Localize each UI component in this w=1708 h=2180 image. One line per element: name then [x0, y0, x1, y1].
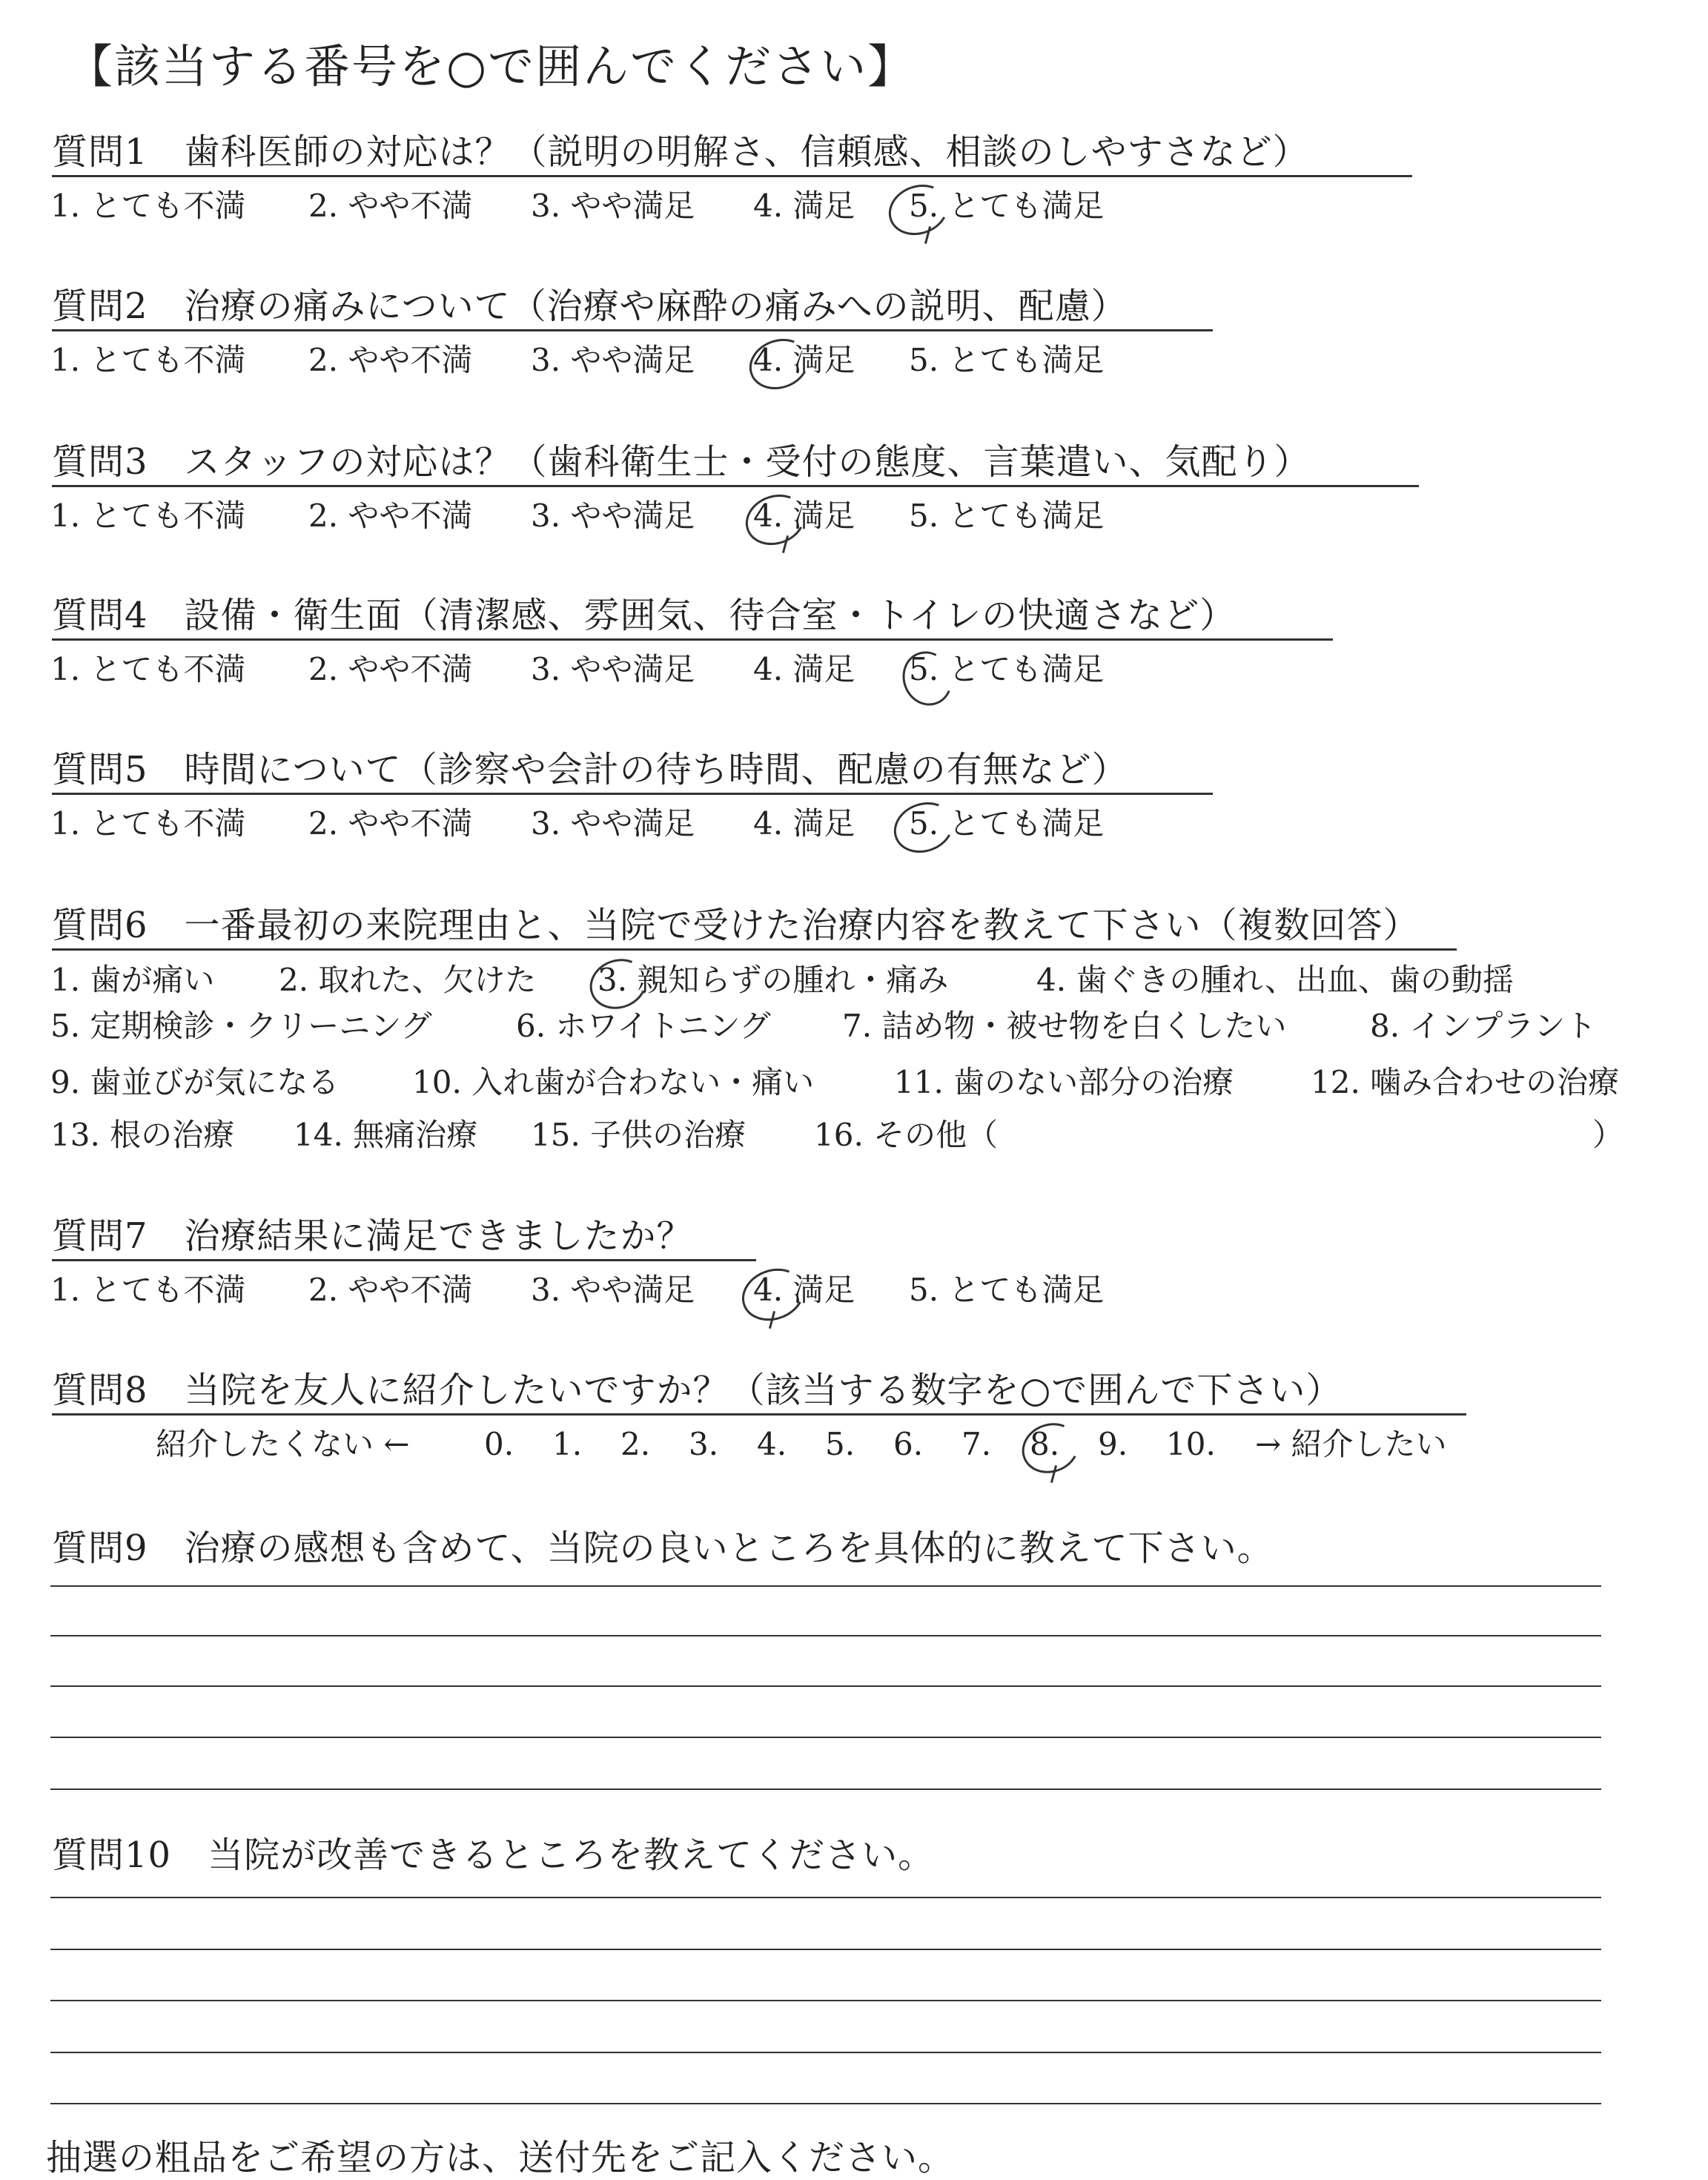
q8-score-5[interactable]: 5. [825, 1426, 855, 1462]
q4-option-1[interactable]: 1. とても不満 [50, 651, 246, 687]
answer-line[interactable] [50, 1897, 1601, 1898]
q6-option-14[interactable]: 14. 無痛治療 [294, 1117, 478, 1153]
q5-option-3[interactable]: 3. やや満足 [531, 805, 695, 842]
q6-option-16[interactable]: 16. その他（ [814, 1117, 999, 1153]
underline [52, 175, 1412, 177]
underline [52, 948, 1457, 951]
question-7: 質問7 治療結果に満足できましたか？ [52, 1215, 693, 1257]
q1-option-5[interactable]: 5. とても満足 [909, 188, 1105, 224]
page-title: 【該当する番号を○で囲んでください】 [67, 39, 916, 93]
q5-option-5[interactable]: 5. とても満足 [909, 805, 1105, 842]
q5-option-1[interactable]: 1. とても不満 [50, 805, 246, 842]
q2-options [50, 340, 1681, 384]
q7-option-1[interactable]: 1. とても不満 [50, 1272, 246, 1308]
q6-option-12[interactable]: 12. 噛み合わせの治療 [1311, 1064, 1620, 1100]
q5-option-4[interactable]: 4. 満足 [753, 805, 855, 842]
question-2: 質問2 治療の痛みについて（治療や麻酔の痛みへの説明、配慮） [52, 285, 1128, 327]
q5-options [50, 803, 1681, 848]
q4-option-3[interactable]: 3. やや満足 [531, 651, 695, 687]
q6-option-1[interactable]: 1. 歯が痛い [50, 962, 215, 998]
q2-option-4[interactable]: 4. 満足 [753, 342, 855, 378]
q6-row-4 [50, 1114, 1681, 1159]
q8-score-8[interactable]: 8. [1030, 1426, 1060, 1462]
underline [52, 485, 1419, 487]
q6-row-3 [50, 1062, 1681, 1106]
q8-left-label: 紹介したくない ← [156, 1426, 410, 1462]
q8-score-4[interactable]: 4. [757, 1426, 787, 1462]
answer-line[interactable] [50, 1788, 1601, 1790]
question-4: 質問4 設備・衛生面（清潔感、雰囲気、待合室・トイレの快適さなど） [52, 595, 1237, 636]
q2-option-1[interactable]: 1. とても不満 [50, 342, 246, 378]
question-10: 質問10 当院が改善できるところを教えてください。 [52, 1834, 935, 1876]
question-6: 質問6 一番最初の来院理由と、当院で受けた治療内容を教えて下さい（複数回答） [52, 905, 1420, 946]
q2-option-3[interactable]: 3. やや満足 [531, 342, 695, 378]
q8-score-7[interactable]: 7. [961, 1426, 992, 1462]
q8-score-10[interactable]: 10. [1166, 1426, 1216, 1462]
q6-option-13[interactable]: 13. 根の治療 [50, 1117, 235, 1153]
q6-option-6[interactable]: 6. ホワイトニング [516, 1008, 771, 1044]
q5-option-2[interactable]: 2. やや不満 [308, 805, 473, 842]
q1-options [50, 185, 1681, 230]
q8-scale [50, 1424, 1681, 1468]
q6-option-10[interactable]: 10. 入れ歯が合わない・痛い [412, 1064, 815, 1100]
q1-option-1[interactable]: 1. とても不満 [50, 188, 246, 224]
answer-line[interactable] [50, 1949, 1601, 1950]
question-1: 質問1 歯科医師の対応は？（説明の明解さ、信頼感、相談のしやすさなど） [52, 131, 1309, 173]
q8-score-3[interactable]: 3. [689, 1426, 719, 1462]
q8-score-9[interactable]: 9. [1098, 1426, 1128, 1462]
q6-row-2 [50, 1005, 1681, 1050]
question-3: 質問3 スタッフの対応は？（歯科衛生士・受付の態度、言葉遣い、気配り） [52, 441, 1311, 483]
q1-option-4[interactable]: 4. 満足 [753, 188, 855, 224]
q3-option-1[interactable]: 1. とても不満 [50, 498, 246, 534]
q7-options [50, 1269, 1681, 1314]
q6-option-11[interactable]: 11. 歯のない部分の治療 [894, 1064, 1234, 1100]
q6-other-close: ） [1592, 1117, 1624, 1153]
underline [52, 329, 1213, 331]
underline [52, 1259, 756, 1261]
q6-row-1 [50, 959, 1681, 1004]
q6-option-3[interactable]: 3. 親知らずの腫れ・痛み [598, 962, 949, 998]
q3-option-5[interactable]: 5. とても満足 [909, 498, 1105, 534]
q6-option-5[interactable]: 5. 定期検診・クリーニング [50, 1008, 432, 1044]
underline [52, 793, 1213, 795]
q8-score-6[interactable]: 6. [893, 1426, 924, 1462]
footer-instruction: 抽選の粗品をご希望の方は、送付先をご記入ください。 [46, 2137, 955, 2179]
answer-line[interactable] [50, 1585, 1601, 1587]
q7-option-5[interactable]: 5. とても満足 [909, 1272, 1105, 1308]
q4-option-2[interactable]: 2. やや不満 [308, 651, 473, 687]
q3-option-2[interactable]: 2. やや不満 [308, 498, 473, 534]
underline [52, 638, 1333, 641]
question-9: 質問9 治療の感想も含めて、当院の良いところを具体的に教えて下さい。 [52, 1527, 1274, 1569]
answer-line[interactable] [50, 1635, 1601, 1636]
q8-score-1[interactable]: 1. [552, 1426, 583, 1462]
q6-option-2[interactable]: 2. 取れた、欠けた [279, 962, 537, 998]
q7-option-4[interactable]: 4. 満足 [753, 1272, 855, 1308]
answer-line[interactable] [50, 2000, 1601, 2001]
q1-option-3[interactable]: 3. やや満足 [531, 188, 695, 224]
q3-option-3[interactable]: 3. やや満足 [531, 498, 695, 534]
q2-option-5[interactable]: 5. とても満足 [909, 342, 1105, 378]
q1-option-2[interactable]: 2. やや不満 [308, 188, 473, 224]
q4-options [50, 649, 1681, 693]
q6-option-7[interactable]: 7. 詰め物・被せ物を白くしたい [842, 1008, 1287, 1044]
q8-right-label: → 紹介したい [1255, 1426, 1447, 1462]
answer-line[interactable] [50, 1685, 1601, 1687]
q7-option-2[interactable]: 2. やや不満 [308, 1272, 473, 1308]
q8-score-0[interactable]: 0. [484, 1426, 514, 1462]
q4-option-5[interactable]: 5. とても満足 [909, 651, 1105, 687]
q6-option-9[interactable]: 9. 歯並びが気になる [50, 1064, 340, 1100]
q6-option-8[interactable]: 8. インプラント [1370, 1008, 1597, 1044]
q8-score-2[interactable]: 2. [620, 1426, 651, 1462]
question-5: 質問5 時間について（診察や会計の待ち時間、配慮の有無など） [52, 749, 1128, 790]
answer-line[interactable] [50, 1737, 1601, 1738]
question-8: 質問8 当院を友人に紹介したいですか？（該当する数字を○で囲んで下さい） [52, 1370, 1343, 1411]
answer-line[interactable] [50, 2103, 1601, 2104]
q2-option-2[interactable]: 2. やや不満 [308, 342, 473, 378]
q6-option-4[interactable]: 4. 歯ぐきの腫れ、出血、歯の動揺 [1036, 962, 1514, 998]
q7-option-3[interactable]: 3. やや満足 [531, 1272, 695, 1308]
q4-option-4[interactable]: 4. 満足 [753, 651, 855, 687]
q3-option-4[interactable]: 4. 満足 [753, 498, 855, 534]
underline [52, 1413, 1466, 1416]
answer-line[interactable] [50, 2052, 1601, 2053]
q6-option-15[interactable]: 15. 子供の治療 [531, 1117, 747, 1153]
q3-options [50, 495, 1681, 540]
